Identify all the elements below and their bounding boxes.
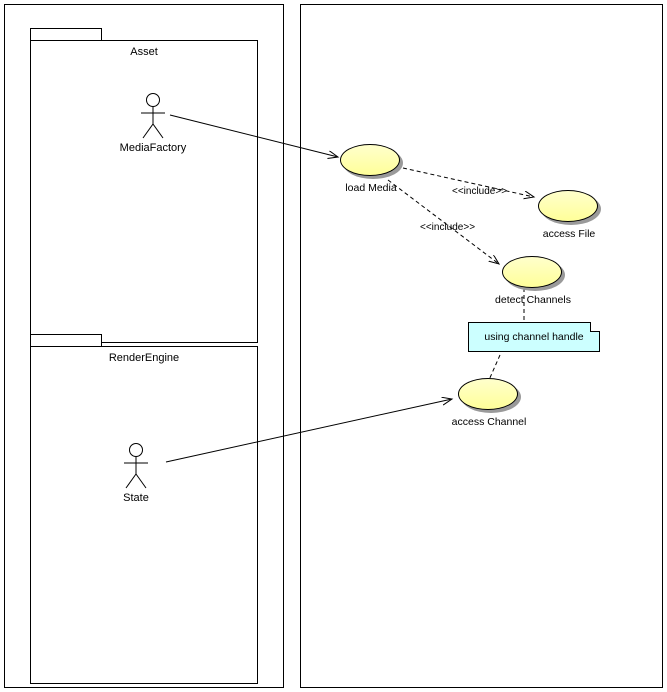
note-anchor-accesschannel: [489, 355, 500, 380]
usecase-ellipse: [502, 256, 562, 288]
note-using-channel-handle[interactable]: [468, 322, 600, 352]
actor-mediafactory[interactable]: [119, 92, 187, 154]
usecase-access-channel[interactable]: [451, 378, 527, 428]
association-state-accesschannel: [166, 399, 452, 462]
usecase-detect-channels[interactable]: [495, 256, 571, 306]
package-label-renderengine: RenderEngine: [108, 352, 180, 364]
actor-label-mediafactory: MediaFactory: [119, 142, 187, 154]
usecase-ellipse: [538, 190, 598, 222]
edge-label-include-detect-channels: <<include>>: [420, 222, 476, 233]
usecase-access-file[interactable]: [538, 190, 600, 240]
actor-icon: [133, 92, 173, 140]
note-text: using channel handle: [484, 331, 584, 343]
usecase-label-detect-channels: detect Channels: [495, 294, 571, 306]
actor-label-state: State: [123, 492, 149, 504]
usecase-ellipse: [340, 144, 400, 176]
usecase-load-media[interactable]: [340, 144, 402, 194]
usecase-label-access-channel: access Channel: [451, 416, 527, 428]
edge-label-include-access-file: <<include>>: [452, 186, 508, 197]
usecase-label-load-media: load Media: [345, 182, 397, 194]
package-label-asset: Asset: [130, 46, 158, 58]
association-mediafactory-loadmedia: [170, 115, 338, 157]
actor-state[interactable]: [116, 442, 156, 504]
usecase-ellipse: [458, 378, 518, 410]
actor-icon: [116, 442, 156, 490]
usecase-label-access-file: access File: [542, 228, 596, 240]
